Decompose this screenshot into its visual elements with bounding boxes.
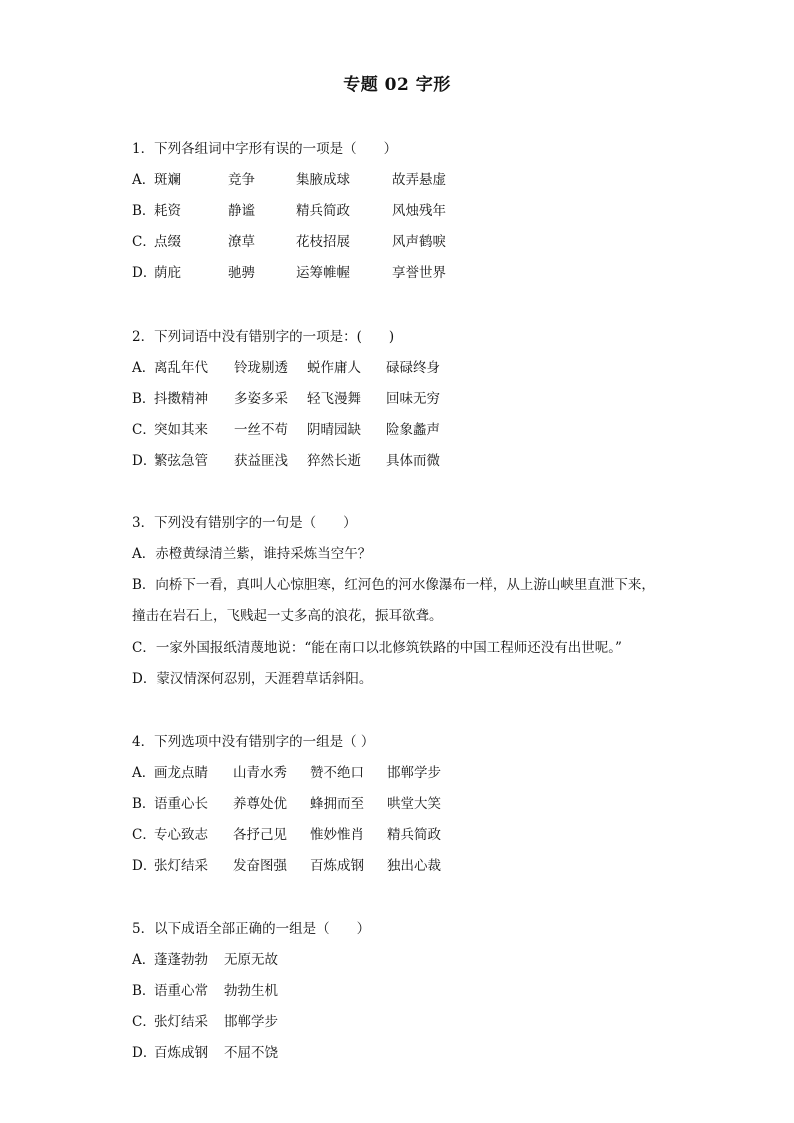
option-word: 一丝不苟	[234, 422, 288, 438]
option-word: 各抒己见	[233, 827, 287, 843]
option-word: 获益匪浅	[234, 453, 288, 469]
option-label: A．	[132, 360, 156, 376]
option-label: B．	[132, 796, 156, 812]
option-word: 养尊处优	[233, 796, 287, 812]
option-word: 不屈不饶	[224, 1045, 278, 1061]
option-word: 百炼成钢	[310, 858, 364, 874]
option-word: 花枝招展	[296, 234, 350, 250]
option-label: D．	[132, 1045, 157, 1061]
question-4-option-c[interactable]	[132, 827, 462, 844]
option-word: 静谧	[228, 203, 255, 219]
question-1-stem: 1．下列各组词中字形有误的一项是（ ）	[132, 141, 398, 157]
option-word: 发奋图强	[233, 858, 287, 874]
option-word: 斑斓	[154, 172, 181, 188]
option-word: 繁弦急管	[154, 453, 208, 469]
option-word: 运筹帷幄	[296, 265, 350, 281]
question-1-option-c[interactable]	[132, 234, 492, 251]
option-label: B．	[132, 203, 156, 219]
option-word: 享誉世界	[392, 265, 446, 281]
option-label: B．	[132, 391, 156, 407]
option-label: C．	[132, 234, 156, 250]
option-word: 邯郸学步	[387, 765, 441, 781]
option-word: 险象蠡声	[386, 422, 440, 438]
option-label: D．	[132, 265, 157, 281]
option-word: 邯郸学步	[224, 1014, 278, 1030]
option-word: 无原无故	[224, 952, 278, 968]
option-word: 张灯结采	[154, 858, 208, 874]
option-word: 蜕作庸人	[307, 360, 361, 376]
question-1-option-a[interactable]	[132, 172, 492, 189]
option-word: 风声鹤唳	[392, 234, 446, 250]
question-3-stem: 3．下列没有错别字的一句是（ ）	[132, 515, 357, 531]
option-word: 专心致志	[154, 827, 208, 843]
question-3-option-d[interactable]: D．蒙汉情深何忍别，天涯碧草话斜阳。	[132, 671, 373, 687]
option-label: A．	[132, 765, 156, 781]
option-word: 独出心裁	[387, 858, 441, 874]
question-4-option-d[interactable]	[132, 858, 462, 875]
option-word: 精兵简政	[296, 203, 350, 219]
question-5-option-b[interactable]	[132, 983, 332, 1000]
option-word: 碌碌终身	[386, 360, 440, 376]
option-word: 竞争	[228, 172, 255, 188]
option-word: 语重心长	[154, 796, 208, 812]
question-2-option-b[interactable]	[132, 391, 462, 408]
option-word: 风烛残年	[392, 203, 446, 219]
question-4-option-a[interactable]	[132, 765, 462, 782]
option-label: D．	[132, 453, 157, 469]
option-label: C．	[132, 827, 156, 843]
option-word: 猝然长逝	[307, 453, 361, 469]
option-word: 荫庇	[154, 265, 181, 281]
option-word: 赞不绝口	[310, 765, 364, 781]
question-2-option-a[interactable]	[132, 360, 462, 377]
option-label: B．	[132, 983, 156, 999]
option-label: C．	[132, 422, 156, 438]
option-word: 画龙点睛	[154, 765, 208, 781]
option-word: 惟妙惟肖	[310, 827, 364, 843]
option-word: 具体而微	[386, 453, 440, 469]
question-1-option-d[interactable]	[132, 265, 492, 282]
option-word: 驰骋	[228, 265, 255, 281]
option-word: 离乱年代	[154, 360, 208, 376]
option-word: 阴晴园缺	[307, 422, 361, 438]
option-label: C．	[132, 1014, 156, 1030]
option-word: 张灯结采	[154, 1014, 208, 1030]
question-3-option-a[interactable]: A．赤橙黄绿清兰紫，谁持采炼当空午？	[132, 546, 372, 562]
option-label: A．	[132, 952, 156, 968]
option-word: 哄堂大笑	[387, 796, 441, 812]
question-5-option-d[interactable]	[132, 1045, 332, 1062]
question-5-stem: 5．以下成语全部正确的一组是（ ）	[132, 921, 371, 937]
question-4-option-b[interactable]	[132, 796, 462, 813]
question-5-option-c[interactable]	[132, 1014, 332, 1031]
question-1-option-b[interactable]	[132, 203, 492, 220]
option-word: 故弄悬虚	[392, 172, 446, 188]
option-word: 精兵简政	[387, 827, 441, 843]
option-word: 语重心常	[154, 983, 208, 999]
option-word: 勃勃生机	[224, 983, 278, 999]
question-2-option-c[interactable]	[132, 422, 462, 439]
question-4-stem: 4．下列选项中没有错别字的一组是（ ）	[132, 734, 375, 750]
option-word: 耗资	[154, 203, 181, 219]
question-3-option-c[interactable]: C．一家外国报纸清蔑地说：“能在南口以北修筑铁路的中国工程师还没有出世呢。”	[132, 640, 622, 656]
page-title: 专题 02 字形	[343, 75, 451, 95]
option-word: 回味无穷	[386, 391, 440, 407]
question-5-option-a[interactable]	[132, 952, 332, 969]
option-word: 突如其来	[154, 422, 208, 438]
question-3-option-b-continued: 撞击在岩石上，飞贱起一丈多高的浪花，振耳欲聋。	[132, 608, 443, 624]
option-word: 潦草	[228, 234, 255, 250]
option-word: 蜂拥而至	[310, 796, 364, 812]
option-word: 山青水秀	[233, 765, 287, 781]
question-3-option-b[interactable]: B．向桥下一看，真叫人心惊胆寒，红河色的河水像瀑布一样，从上游山峡里直泄下来，	[132, 577, 655, 593]
option-label: A．	[132, 172, 156, 188]
question-2-stem: 2．下列词语中没有错别字的一项是：( )	[132, 329, 395, 345]
option-word: 多姿多采	[234, 391, 288, 407]
option-word: 抖擞精神	[154, 391, 208, 407]
option-word: 铃珑剔透	[234, 360, 288, 376]
option-word: 集腋成球	[296, 172, 350, 188]
option-word: 百炼成钢	[154, 1045, 208, 1061]
option-word: 点缀	[154, 234, 181, 250]
option-label: D．	[132, 858, 157, 874]
option-word: 蓬蓬勃勃	[154, 952, 208, 968]
option-word: 轻飞漫舞	[307, 391, 361, 407]
question-2-option-d[interactable]	[132, 453, 462, 470]
